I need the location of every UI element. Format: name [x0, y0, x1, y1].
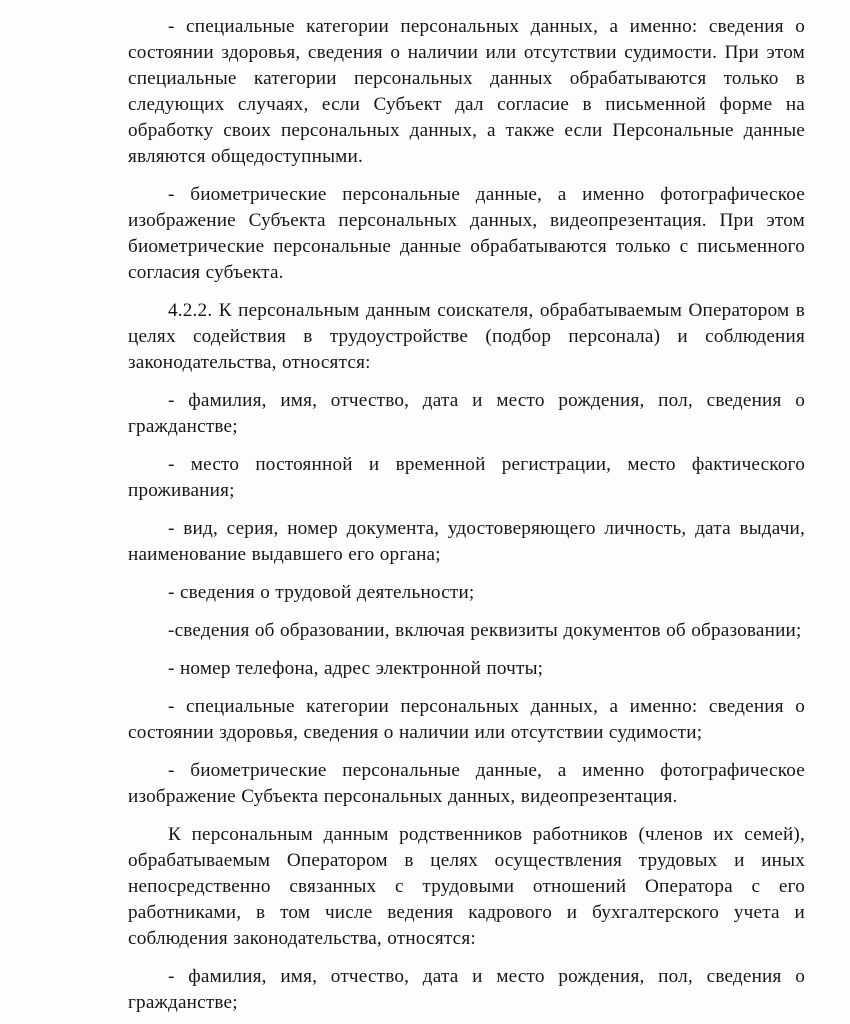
paragraph-applicant-id-document: - вид, серия, номер документа, удостоверяющего личность, дата выдачи, наименование выдавшего его органа;: [128, 518, 805, 565]
paragraph-special-categories-employee: - специальные категории персональных данных, а именно: сведения о состоянии здоровья, сведения о наличии или отсутствии судимости. При этом специальные категории персональных данных обрабатываются только в следующих случаях, если Субъект дал согласие в письменной форме на обработку своих персональных данных, а также если Персональные данные являются общедоступными.: [128, 16, 805, 167]
paragraph-applicant-employment-history: - сведения о трудовой деятельности;: [168, 582, 475, 603]
paragraph-relatives-name: - фамилия, имя, отчество, дата и место рождения, пол, сведения о гражданстве;: [128, 966, 805, 1013]
paragraph-applicant-special-categories: - специальные категории персональных данных, а именно: сведения о состоянии здоровья, сведения о наличии или отсутствии судимости;: [128, 696, 805, 743]
paragraph-applicant-name: - фамилия, имя, отчество, дата и место рождения, пол, сведения о гражданстве;: [128, 390, 805, 437]
paragraph-applicant-biometric: - биометрические персональные данные, а именно фотографическое изображение Субъекта персональных данных, видеопрезентация.: [128, 760, 805, 807]
paragraph-biometric-employee: - биометрические персональные данные, а именно фотографическое изображение Субъекта персональных данных, видеопрезентация. При этом биометрические персональные данные обрабатываются только с письменного согласия субъекта.: [128, 184, 805, 283]
clause-4-2-2: 4.2.2. К персональным данным соискателя, обрабатываемым Оператором в целях содействия в трудоустройстве (подбор персонала) и соблюдения законодательства, относятся:: [128, 300, 805, 373]
document-text-body: [128, 14, 805, 1016]
paragraph-applicant-contacts: - номер телефона, адрес электронной почты;: [168, 658, 544, 679]
paragraph-applicant-education: -сведения об образовании, включая реквизиты документов об образовании;: [168, 620, 802, 641]
paragraph-applicant-registration: - место постоянной и временной регистрации, место фактического проживания;: [128, 454, 805, 501]
paragraph-relatives-intro: К персональным данным родственников работников (членов их семей), обрабатываемым Оператором в целях осуществления трудовых и иных непосредственно связанных с трудовыми отношений Оператора с его работниками, в том числе ведения кадрового и бухгалтерского учета и соблюдения законодательства, относятся:: [128, 824, 805, 949]
